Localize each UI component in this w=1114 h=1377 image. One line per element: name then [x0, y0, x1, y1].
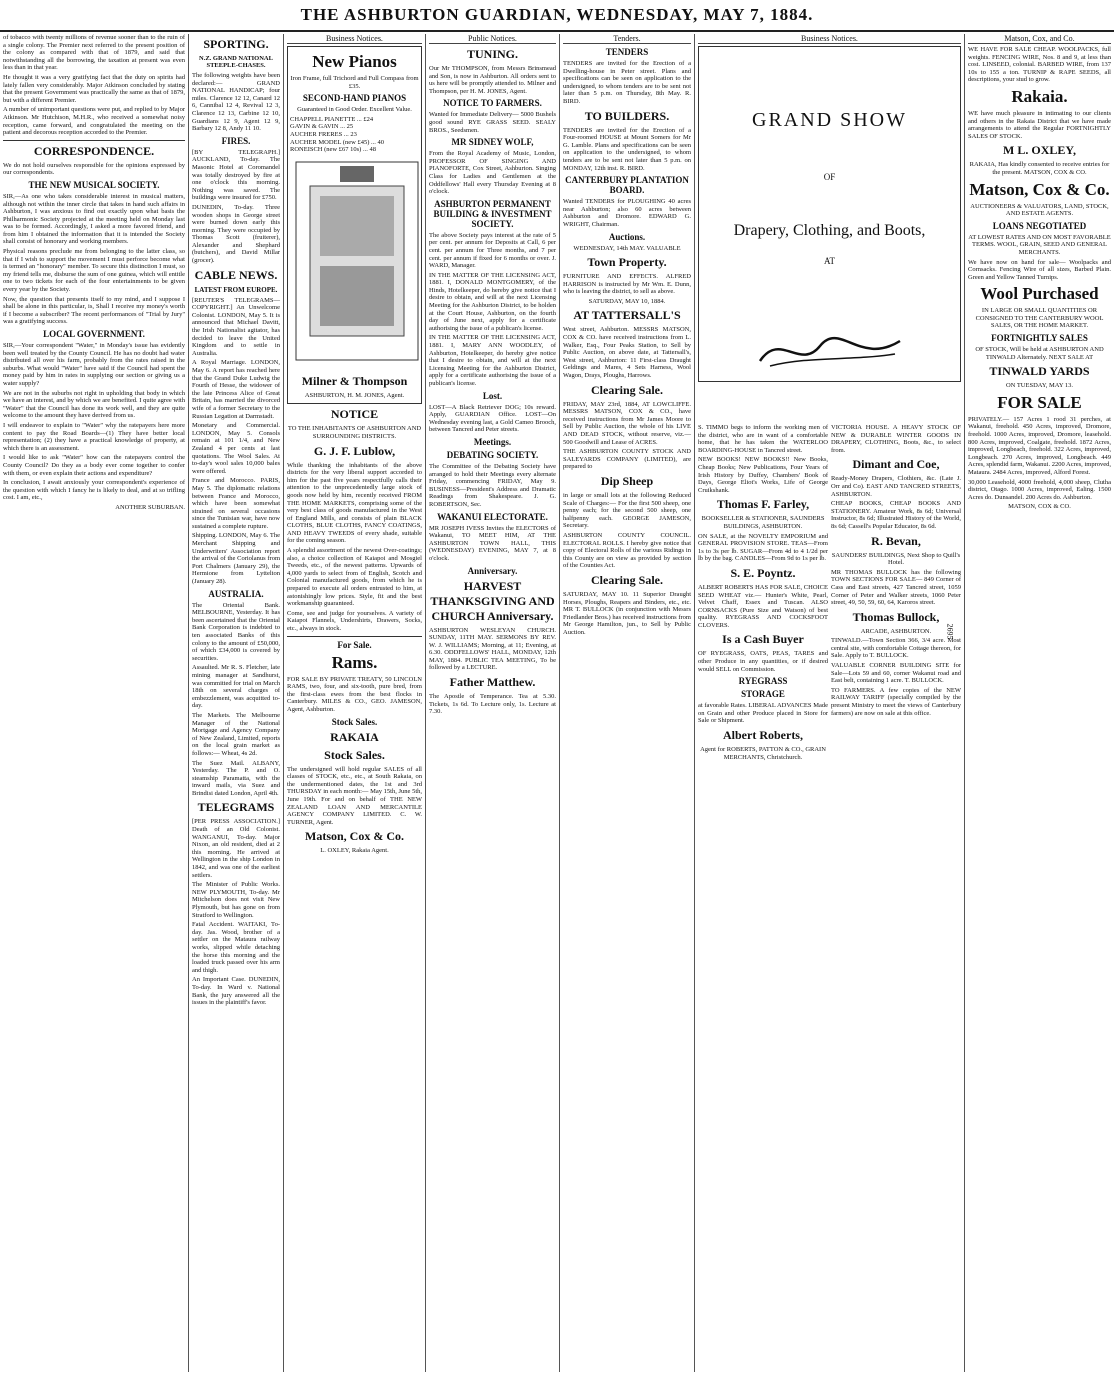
matson-footer: MATSON, COX & CO.: [1008, 503, 1071, 511]
for-sale-heading: FOR SALE: [997, 392, 1082, 412]
grand-show-heading: GRAND SHOW: [752, 109, 907, 131]
dip-sheep-heading: Dip Sheep: [600, 473, 654, 488]
cable-news-heading: CABLE NEWS.: [194, 267, 278, 282]
dimant-coe-heading: Dimant and Coe,: [852, 457, 940, 472]
telegrams-heading: TELEGRAMS: [197, 800, 275, 815]
auctions-heading: Auctions.: [608, 231, 646, 242]
wakanui-heading: WAKANUI ELECTORATE.: [437, 511, 548, 522]
cable-news-subheading: LATEST FROM EUROPE.: [194, 285, 278, 294]
matson-cox-right-heading: Matson, Cox & Co.: [969, 179, 1110, 199]
masthead: [0, 0, 1114, 32]
grand-show-at: AT: [824, 256, 835, 266]
grand-show-of: OF: [823, 172, 836, 182]
storage-heading: STORAGE: [741, 689, 785, 700]
rakaia-heading: RAKAIA: [330, 729, 379, 744]
notice-to: TO THE INHABITANTS OF ASHBURTON AND SURROUNDING DISTRICTS.: [287, 425, 422, 440]
tattersalls-heading: AT TATTERSALL'S: [573, 308, 681, 323]
correspondence-note: We do not hold ourselves responsible for the opinions expressed by our correspondents.: [3, 161, 185, 177]
matson-cox-heading: Matson, Cox & Co.: [305, 829, 404, 844]
farmers-heading: NOTICE TO FARMERS.: [443, 98, 542, 109]
column-2: SPORTING. N.Z. GRAND NATIONAL STEEPLE-CHASES. The following weights have been declared:— GRAND NATIONAL HANDICAP; four miles. Clarence 12 12, Canard 12 6, Cannibal 12 4, Revival 12 3, Clarence 12 13, Carbine 12 10, Guardians 12 9, Agent 12 9, Barbary 12 8, Andy 11 10. FIRES. [BY TELEGRAPH.] AUCKLAND, To-day. The Masonic Hotel at Coromandel was totally destroyed by fire at one o'clock this morning. Nothing was saved. The buildings were insured for £750. DUNEDIN, To-day. Three wooden shops in George street were burned down early this morning. They were occupied by Thomas Scott (fruiterer), Alexander and Shephard (butchers), and David Millar (grocer). CABLE NEWS. LATEST FROM EUROPE. [REUTER'S TELEGRAMS—COPYRIGHT.] An Unwelcome Colonist. LONDON, May 5. It is announced that Michael Davitt, the Irish Nationalist agitator, has decided to leave the United Kingdom and to settle in Australia. A Royal Marriage. LONDON, May 6. A report has reached here that the Grand Duke Ludwig the Fourth of Hesse, the widower of the late Princess Alice of Great Britain, has married the divorced wife of a former Secretary to the Russian Legation at Darmstadt. Monetary and Commercial. LONDON, May 5. Consols remain at 101 1/4, and New Zealand 4 per cents at last quotations. The Wool Sales. At to-day's wool sales 10,000 bales were offered. France and Morocco. PARIS, May 5. The diplomatic relations between France and Morocco, which have been somewhat strained on several occasions since the Tunisian war, have now sustained a complete rupture. Shipping. LONDON, May 6. The Merchant Shipping and Underwriters' Association report the arrival of the Coriolanus from Port Chalmers (January 29), the Hermione from Lyttelton (January 28). AUSTRALIA. The Oriental Bank. MELBOURNE, Yesterday. It has been ascertained that the Oriental Bank Corporation is indebted to ten associated Banks of this colony to the amount of £50,000, of which £34,000 is covered by securities. Assaulted. Mr R. S. Fletcher, late mining manager at Sandhurst, was committed for trial on March 18th on several charges of embezzlement, was acquitted to-day. The Markets. The Melbourne Manager of the National Mortgage and Agency Company of New Zealand, Limited, reports on the local grain market as follows:— Wheat, 4s 2d. The Suez Mail. ALBANY, Yesterday. The P. and O. steamship Paramatta, with the inward mails, via Suez and Brindisi dated London, April 4th. TELEGRAMS [PER PRESS ASSOCIATION.] Death of an Old Colonist. WANGANUI, To-day. Major Nixon, an old resident, died at 2 this morning. He arrived at Wellington in the ship London in 1842, and was one of the earliest settlers. The Minister of Public Works. NEW PLYMOUTH, To-day. Mr Mitchelson does not visit New Plymouth, but has gone on from Stratford to Wellington. Fatal Accident. WAITAKI, To-day. Jas. Wood, brother of a settler on the Mataura railway works, slipped while detaching the horse this morning and the loaded truck passed over his arm and thigh. An Important Case. DUNEDIN, To-day. In Ward v. National Bank, the jury answered all the issues in the plaintiff's favor.: [189, 34, 284, 1372]
sidney-wolf-heading: MR SIDNEY WOLF,: [451, 137, 534, 148]
tinwald-yards-heading: TINWALD YARDS: [989, 364, 1090, 379]
musical-society-heading: THE NEW MUSICAL SOCIETY.: [28, 179, 160, 190]
builders-heading: TO BUILDERS.: [584, 108, 670, 123]
tenders-header: Tenders.: [563, 34, 691, 44]
rams-heading: Rams.: [331, 652, 378, 672]
harvest-heading: HARVEST THANKSGIVING AND CHURCH Anniversary.: [430, 578, 555, 623]
column-4: Public Notices. TUNING. Our Mr THOMPSON, from Messrs Brinsmead and Son, is now in Ashburton. All orders sent to us here will be promptly attended to. Milner and Thompson, per H. M. JONES, Agent. NOTICE TO FARMERS. Wanted for Immediate Delivery— 5000 Bushels good sound RYE GRASS SEED. SEALY BROS., Seedsmen. MR SIDNEY WOLF, From the Royal Academy of Music, London, PROFESSOR OF SINGING AND PIANOFORTE, Cox Street, Ashburton. Singing Class for Ladies and Gentlemen at the Oddfellows' Hall every Thursday Evening at 8 o'clock. ASHBURTON PERMANENT BUILDING & INVESTMENT SOCIETY. The above Society pays interest at the rate of 5 per cent. per annum for Deposits at Call, 6 per cent. per annum for Three months, and 7 per cent. per annum if fixed for 6 months or over. J. WARD, Manager. IN THE MATTER OF THE LICENSING ACT, 1881. I, DONALD MONTGOMERY, of the Hinds, Hotelkeeper, do hereby give notice that I desire to obtain, and will at the next Licensing Meeting for the Ashburton District, to be holden at the Court House, Ashburton, on the fourth day of June next, apply for a certificate authorising the issue of a publican's license. IN THE MATTER OF THE LICENSING ACT, 1881. I, MARY ANN WOODLEY, of Ashburton, Hotelkeeper, do hereby give notice that I desire to obtain, and will at the next Licensing Meeting for the Ashburton District, apply for a certificate authorising the issue of a publican's license. Lost. LOST—A Black Retriever DOG; 10s reward. Apply, GUARDIAN Office. LOST—On Wednesday evening last, a Gold Cameo Brooch, between Tancred and Peter streets. Meetings. DEBATING SOCIETY. The Committee of the Debating Society have arranged to hold their Meetings every alternate Friday, commencing FRIDAY, May 9. BUSINESS—President's Address and Dramatic Readings from Shakespeare. J. G. ROBERTSON, Sec. WAKANUI ELECTORATE. MR JOSEPH IVESS Invites the ELECTORS of Wakanui, TO MEET HIM, AT THE ASHBURTON TOWN HALL, THIS (WEDNESDAY) EVENING, MAY 7, at 8 o'clock. Anniversary. HARVEST THANKSGIVING AND CHURCH Anniversary. ASHBURTON WESLEYAN CHURCH. SUNDAY, 11TH MAY. SERMONS BY REV. W. J. WILLIAMS; Morning, at 11; Evening, at 6.30. ODDFELLOWS' HALL, MONDAY, 12th MAY, 1884. PUBLIC TEA MEETING, To be followed by a LECTURE. Father Matthew. The Apostle of Temperance. Tea at 5.30. Tickets, 1s 6d. To Lecture only, 1s. Lecture at 7.30.: [426, 34, 560, 1372]
ryegrass-heading: RYEGRASS: [738, 676, 788, 687]
albert-roberts-heading: Albert Roberts,: [723, 728, 803, 743]
correspondence-heading: CORRESPONDENCE.: [33, 143, 155, 158]
pianos-heading: New Pianos: [312, 52, 397, 71]
column-6-left: S. TIMMO begs to inform the working men of the district, who are in want of a comfortable home, that he has taken the WATERLOO BOARDING-HOUSE in Tancred street. NEW BOOKS! NEW BOOKS!! New Books, Cheap Books; New Publications, Four Years of Irish History by Duffey, Chambers' Book of Days, George Eliot's Works, Life of George Cruikshank. Thomas F. Farley, BOOKSELLER & STATIONER, SAUNDERS BUILDINGS, ASHBURTON. ON SALE, at the NOVELTY EMPORIUM and GENERAL PROVISION STORE. TEAS—From 1s to 3s per lb. SUGAR—From 4d to 4 1/2d per lb by the bag. CANDLES—From 9d to 1s per lb. S. E. Poyntz. ALBERT ROBERTS HAS FOR SALE, CHOICE SEED WHEAT viz.— Hunter's White, Pearl, Velvet Chaff, Essex and Tuscan. ALSO CORNSACKS (Pure Size and Watson) of best quality. RYEGRASS AND COCKSFOOT CLOVERS. Is a Cash Buyer OF RYEGRASS, OATS, PEAS, TARES and other Produce in any quantities, or if desired would SELL on Commission. RYEGRASS STORAGE at favorable Rates. LIBERAL ADVANCES Made on Grain and other Produce placed in Store for Sale or Shipment. Albert Roberts, Agent for ROBERTS, PATTON & CO., GRAIN MERCHANTS, Christchurch.: [698, 424, 828, 761]
sporting-heading: SPORTING.: [203, 37, 269, 51]
column-number: 2695: [945, 623, 955, 640]
page-columns: [0, 34, 1114, 1372]
business-notices-header: Business Notices.: [287, 34, 422, 44]
public-notices-header: Public Notices.: [429, 34, 556, 44]
column-3: Business Notices. New Pianos Iron Frame, full Trichord and Full Compass from £35. SECOND-HAND PIANOS Guaranteed in Good Order. Excellent Value. CHAPPELL PIANETTE ... £24 GAVIN & GAVIN ... 25 AUCHER FRERES ... 23 AUCHER MODEL (new £45) ... 40 RONEISCH (new £67 10s) ... 48 Milner & Thompson ASHBURTON, H. M. JONES, Agent. NOTICE TO THE INHABITANTS OF ASHBURTON AND SURROUNDING DISTRICTS. G. J. F. Lublow, While thanking the inhabitants of the above districts for the very liberal support accorded to him for the past five years respectfully calls their attention to the unprecedentedly large stock of goods now held by him, recently received FROM THE HOME MARKETS, comprising some of the very best class of goods manufactured in the West of England Mills, and consists of plain BLACK CLOTHS, BLUE CLOTHS, FANCY COATINGS, AND HEAVY TWEEDS of every shade, suitable for the coming season. A splendid assortment of the newest Over-coatings; also, a choice collection of Kaiapoi and Mosgiel Tweeds, etc., of the newest patterns. Upwards of 4,000 yards to select from of English, Scotch and Colonial manufactured goods, from which he is prepared to execute all orders entrusted to him, at astonishingly low prices. Style, fit and the best workmanship guaranteed. Come, see and judge for yourselves. A variety of Kaiapoi Flannels, Undershirts, Drawers, Socks, etc., always in stock. For Sale. Rams. FOR SALE BY PRIVATE TREATY, 50 LINCOLN RAMS, two, four, and six-tooth, pure bred, from the first-class ewes from the best flocks in Canterbury. MILES & CO., GEO. JAMESON, Agent, Ashburton. Stock Sales. RAKAIA Stock Sales. The undersigned will hold regular SALES of all classes of STOCK, etc., etc., at South Rakaia, on the undermentioned dates, the 1st and 3rd THURSDAY in each month:— May 15th, June 5th, June 19th. For and on behalf of THE NEW ZEALAND LOAN AND MERCANTILE AGENCY COMPANY LIMITED. C. W. TURNER, Agent. Matson, Cox & Co. L. OXLEY, Rakaia Agent.: [284, 34, 426, 1372]
anniversary-heading: Anniversary.: [467, 565, 518, 576]
column-6: [695, 34, 965, 1372]
milner-thompson-heading: Milner & Thompson: [301, 373, 408, 388]
rakaia-heading-right: Rakaia.: [1011, 86, 1068, 106]
letter-signoff: ANOTHER SUBURBAN.: [115, 503, 185, 511]
bevan-heading: R. Bevan,: [871, 533, 921, 548]
fires-heading: FIRES.: [221, 135, 251, 146]
meetings-heading: Meetings.: [473, 436, 512, 447]
clearing-sale-2-heading: Clearing Sale.: [591, 572, 663, 587]
tenders-heading: TENDERS: [605, 47, 649, 57]
thomas-bullock-heading: Thomas Bullock,: [852, 609, 940, 624]
local-government-heading: LOCAL GOVERNMENT.: [43, 329, 145, 339]
australia-heading: AUSTRALIA.: [208, 588, 264, 599]
canterbury-plantation-heading: CANTERBURY PLANTATION BOARD.: [565, 175, 689, 196]
tuning-heading: TUNING.: [466, 47, 518, 61]
drapery-clothing-boots: Drapery, Clothing, and Boots,: [733, 222, 926, 239]
lublow-heading: G. J. F. Lublow,: [313, 443, 396, 458]
oxley-heading: M L. OXLEY,: [1003, 143, 1076, 158]
pianos-advert: New Pianos Iron Frame, full Trichord and Full Compass from £35. SECOND-HAND PIANOS Guaranteed in Good Order. Excellent Value. CHAPPELL PIANETTE ... £24 GAVIN & GAVIN ... 25 AUCHER FRERES ... 23 AUCHER MODEL (new £45) ... 40 RONEISCH (new £67 10s) ... 48 Milner & Thompson ASHBURTON, H. M. JONES, Agent.: [287, 46, 422, 404]
stock-sales-heading: Stock Sales.: [324, 747, 385, 762]
debating-society-heading: DEBATING SOCIETY.: [446, 449, 539, 460]
town-property-heading: Town Property.: [587, 255, 667, 270]
piano-showroom-illustration: [290, 156, 424, 366]
wool-purchased-heading: Wool Purchased: [980, 284, 1099, 304]
matson-cox-header: Matson, Cox, and Co.: [968, 34, 1111, 44]
column-5: Tenders. TENDERS TENDERS are invited for the Erection of a Dwelling-house in Peter street. Plans and specifications can be seen on application to the undersigned, to whom tenders are to be sent not later than 5 p.m. on Thursday, 8th May. R. BIRD. TO BUILDERS. TENDERS are invited for the Erection of a Four-roomed HOUSE at Mount Somers for Mr G. Lamble. Plans and specifications can be seen on application to the undersigned, to whom tenders are to be sent not later than 5 p.m. on MONDAY, 12th inst. R. BIRD. CANTERBURY PLANTATION BOARD. Wanted TENDERS for PLOUGHING 40 acres near Ashburton; also 60 acres between Ashburton and Dromore. EDWARD G. WRIGHT, Chairman. Auctions. WEDNESDAY, 14th MAY. VALUABLE Town Property. FURNITURE AND EFFECTS. ALFRED HARRISON is instructed by Mr Wm. E. Dunn, who is leaving the district, to sell as above. SATURDAY, MAY 10, 1884. AT TATTERSALL'S West street, Ashburton. MESSRS MATSON, COX & CO. have received instructions from L. Walker, Esq., Four Peaks Station, to Sell by Public Auction, on above date, at Tattersall's, West street, Ashburton: 11 First-class Draught Geldings and Mares, 4 Sets Harness, Wool Wagon, Drays, Ploughs, Harrows. Clearing Sale. FRIDAY, MAY 23rd, 1884, AT LOWCLIFFE. MESSRS MATSON, COX & CO., have received instructions from Mr James Moore to Sell by Public Auction, the whole of his LIVE AND DEAD STOCK, without reserve, viz.— 500 Goodwill and Lease of ACRES. THE ASHBURTON COUNTY STOCK AND SALEYARDS COMPANY (LIMITED), are prepared to Dip Sheep in large or small lots at the following Reduced Scale of Charges:— For the first 500 sheep, one penny each; for the second 500 sheep, one halfpenny each. GEORGE JAMESON, Secretary. ASHBURTON COUNTY COUNCIL. ELECTORAL ROLLS. I hereby give notice that copy of Electoral Rolls of the various Ridings in this County are on view as provided by section of the Counties Act. Clearing Sale. SATURDAY, MAY 10. 11 Superior Draught Horses, Ploughs, Reapers and Binders, etc., etc. MR T. BULLOCK (in conjunction with Messrs Friedlander Bros.) has received instructions from Mr George Hamilton, jun., to Sell by Public Auction.: [560, 34, 695, 1372]
farley-heading: Thomas F. Farley,: [716, 497, 810, 512]
signature-logo: [750, 326, 910, 376]
column-1: of tobacco with twenty millions of revenue sooner than to the ruin of a single colony. The Premier next referred to the present position of the colony as compared with that of 1879, and said that notwithstanding all the borrowing, the taxation at present was even less than in that year. He thought it was a very gratifying fact that the duty on spirits had lately fallen very considerably. Major Atkinson concluded by stating that the present Government was practically the same as that of 1879, but with a different Premier. A number of unimportant questions were put, and replied to by Major Atkinson. Mr Hutchison, M.H.R., who received a somewhat noisy reception, came forward, and congratulated the meeting on the patient and decorous reception accorded to the Premier. CORRESPONDENCE. We do not hold ourselves responsible for the opinions expressed by our correspondents. THE NEW MUSICAL SOCIETY. SIR,—As one who takes considerable interest in musical matters, although not within the inner circle that takes in hand such affairs in Ashburton, I was anxious to find out exactly upon what basis the Philharmonic Society projected at the meeting held on Monday last was to be formed. Accordingly, I asked a more favored friend, and from him I obtained the information that it is intended the Society shall consist of honorary and working members. Physical reasons preclude me from belonging to the latter class, so that if I wish to support the movement I must perforce become what is termed an "honorary" member. To secure this distinction I must, so my friend tells me, disburse the sum of one guinea, which will entitle one to two tickets for each of the four entertainments to be given every year by the Society. Now, the question that presents itself to my mind, and I suppose I shall be alone in this particular, is, Shall I receive my money's worth if I become a subscriber? The recent performances of "Trial by Jury" was a gratifying success. LOCAL GOVERNMENT. SIR,—Your correspondent "Water," in Monday's issue has evidently been well treated by the County Council. He has no doubt had water distributed all over his farm, probably from the rates raised in the suburbs. What would "Water" have said if the Council had spent the money paid by him in rates in supplying our section or giving us a water supply? We are not in the suburbs not right in upholding that body in which we have an interest, and by which we are benefited. I quite agree with "Water" that the Council has done its work well, and they are quite welcome to the amount they have derived from us. I will endeavor to explain to "Water" why the ratepayers here more content to pay the Road Boards—(1) They have better local representation; (2) they have a practical knowledge of property, at which there is an assessment. I would like to ask "Water" how can the ratepayers control the County Council? Do they as a body ever come together to confer with them, or even explain their actions and expenditure? In conclusion, I await anxiously your correspondent's experience of the question with which I fancy he is likely to deal, and at so trifling cost. I am, etc., ANOTHER SUBURBAN.: [0, 34, 189, 1372]
poyntz-heading: S. E. Poyntz.: [730, 565, 796, 580]
masthead-title: THE ASHBURTON GUARDIAN, WEDNESDAY, MAY 7, 1884.: [300, 5, 814, 24]
clearing-sale-heading: Clearing Sale.: [591, 382, 663, 397]
building-society-heading: ASHBURTON PERMANENT BUILDING & INVESTMENT SOCIETY.: [433, 198, 552, 229]
father-matthew-heading: Father Matthew.: [449, 675, 536, 690]
lost-heading: Lost.: [482, 390, 503, 401]
business-notices-2-header: Business Notices.: [698, 34, 961, 44]
notice-heading: NOTICE: [330, 407, 379, 422]
sporting-subheading: N.Z. GRAND NATIONAL STEEPLE-CHASES.: [199, 55, 273, 69]
second-hand-pianos-heading: SECOND-HAND PIANOS: [302, 93, 407, 104]
column-6-right: VICTORIA HOUSE. A HEAVY STOCK OF NEW & DURABLE WINTER GOODS IN DRAPERY, CLOTHING, Boots, &c., to select from. Dimant and Coe, Ready-Money Drapers, Clothiers, &c. (Late J. Orr and Co). EAST AND TANCRED STREETS, ASHBURTON. CHEAP BOOKS, CHEAP BOOKS AND STATIONERY. Amateur Work, 8s 6d; Universal Instructor, 8s 6d; Illustrated History of the World, 8s 6d; Cassell's Popular Educator, 8s 6d. R. Bevan, SAUNDERS' BUILDINGS, Next Shop to Quill's Hotel. MR THOMAS BULLOCK has the following TOWN SECTIONS FOR SALE— 849 Corner of Cass and East streets, 427 Tancred street, 1059 Corner of Peter and Walker streets, 1060 Peter street, 49, 50, 59, 60, 64, Karoros street. Thomas Bullock, ARCADE, ASHBURTON. TINWALD.—Town Section 366, 3/4 acre. Most central site, with comfortable Cottage thereon, for Sale. Apply to T. BULLOCK. VALUABLE CORNER BUILDING SITE for Sale—Lots 59 and 60, corner Wakanui road and East belt, containing 1 acre. T. BULLOCK. TO FARMERS. A few copies of the NEW RAILWAY TARIFF (specially compiled by the present Ministry to meet the views of Canterbury farmers) are now on sale at this office.: [831, 424, 961, 717]
cash-buyer-heading: Is a Cash Buyer: [722, 632, 804, 647]
column-7: Matson, Cox, and Co. WE HAVE FOR SALE CHEAP. WOOLPACKS, full weights. FENCING WIRE, Nos. 8 and 9, at less than cost. LINSEED, colonial. BARBED WIRE, from 137 10s to 155 a ton. TURNIP & RAPE SEEDS, all descriptions, your stud to grow. Rakaia. WE have much pleasure in intimating to our clients and others in the Rakaia District that we have made arrangements to attend the Regular FORTNIGHTLY SALES OF STOCK. M L. OXLEY, RAKAIA, Has kindly consented to receive entries for the present. MATSON, COX & CO. Matson, Cox & Co. AUCTIONEERS & VALUATORS, LAND, STOCK, AND ESTATE AGENTS. LOANS NEGOTIATED AT LOWEST RATES AND ON MOST FAVORABLE TERMS. WOOL, GRAIN, SEED AND GENERAL MERCHANTS. We have now on hand for sale— Woolpacks and Cornsacks. Fencing Wire of all sizes, Barbed Plain. Green and Yellow Tanned Turnips. Wool Purchased IN LARGE OR SMALL QUANTITIES OR CONSIGNED TO THE CANTERBURY WOOL SALES, OR THE HOME MARKET. FORTNIGHTLY SALES OF STOCK, Will be held at ASHBURTON AND TINWALD Alternately. NEXT SALE AT TINWALD YARDS ON TUESDAY, MAY 13. FOR SALE PRIVATELY.— 157 Acres 1 rood 31 perches, at Wakanui, freehold. 450 Acres, improved, Dromore, freehold. 1000 Acres, improved, Dromore, leasehold. 800 Acres, improved, Coalgate, freehold. 1872 Acres, improved, Longbeach, freehold. 322 Acres, improved, Longbeach. 270 Acres, improved, Longbeach. 449 Acres, splendid farm, Wakanui. 2200 Acres, improved, Mataura. 2484 Acres, improved, Alford Forest. 30,000 Leasehold, 4000 freehold, 4,000 sheep, Clutha district, Otago. 1000 Acres, improved, Ealing. 1500 Acres do. Dunsandel. 200 Acres do. Ashburton. MATSON, COX & CO.: [968, 34, 1111, 511]
fortnightly-heading: FORTNIGHTLY SALES: [991, 333, 1088, 344]
loans-heading: LOANS NEGOTIATED: [992, 220, 1087, 231]
